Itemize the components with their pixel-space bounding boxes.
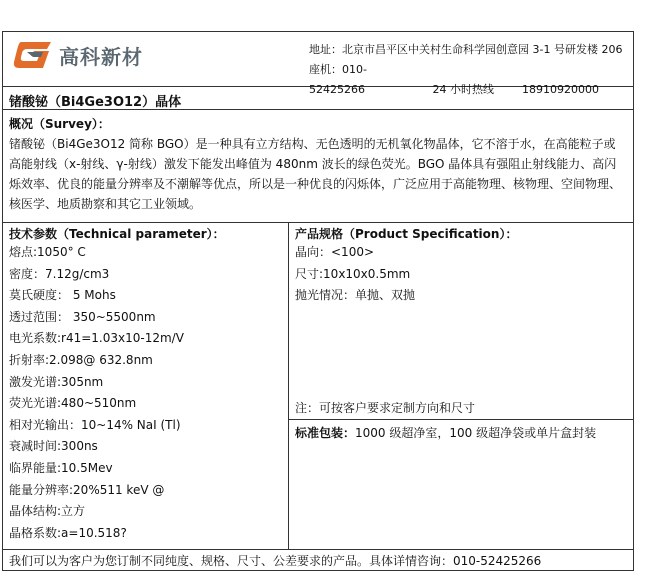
list-item: 熔点:1050° C <box>9 245 86 259</box>
spec-columns <box>3 223 633 550</box>
footer-note: 我们可以为客户为您订制不同纯度、规格、尺寸、公差要求的产品。具体详情咨询：010-52425266 <box>9 554 542 568</box>
survey-heading: 概况（Survey）： <box>9 117 110 131</box>
logo <box>13 40 143 70</box>
list-item: 抛光情况：单抛、双抛 <box>295 288 416 303</box>
list-item: 衰减时间:300ns <box>9 439 98 454</box>
logo-g-icon <box>13 40 53 70</box>
list-item: 尺寸:10x10x0.5mm <box>295 266 411 281</box>
product-sheet <box>2 31 634 571</box>
list-item: 折射率:2.098@ 632.8nm <box>9 352 153 367</box>
list-item: 晶体结构:立方 <box>9 504 86 519</box>
product-list <box>295 242 627 307</box>
product-column <box>289 223 633 549</box>
page-title: 锗酸铋（Bi4Ge3O12）晶体 <box>3 87 633 110</box>
list-item: 透过范围： 350~5500nm <box>9 309 156 324</box>
list-item: 临界能量:10.5Mev <box>9 460 113 475</box>
hotline-number: 18910920000 <box>522 83 599 96</box>
logo-text: 高科新材 <box>59 44 143 69</box>
phone: 座机：010-52425266 <box>309 63 367 96</box>
product-specification <box>289 223 633 420</box>
list-item: 能量分辨率:20%511 keV @ <box>9 482 165 497</box>
technical-list <box>9 242 282 544</box>
list-item: 荧光光谱:480~510nm <box>9 396 137 411</box>
custom-note: 注：可按客户要求定制方向和尺寸 <box>295 401 476 415</box>
survey-section <box>3 110 633 223</box>
technical-heading: 技术参数（Technical parameter）： <box>9 227 225 241</box>
packaging-heading: 标准包装： <box>295 426 356 440</box>
technical-parameters <box>3 223 289 549</box>
list-item: 莫氏硬度： 5 Mohs <box>9 288 116 303</box>
address: 地址：北京市昌平区中关村生命科学园创意园 3-1 号研发楼 206 <box>309 43 623 56</box>
list-item: 相对光输出：10~14% NaI (Tl) <box>9 417 181 432</box>
packaging-text: 1000 级超净室，100 级超净袋或单片盒封装 <box>355 426 597 440</box>
list-item: 密度：7.12g/cm3 <box>9 266 110 281</box>
product-heading: 产品规格（Product Specification）： <box>295 227 518 241</box>
packaging-section <box>289 420 633 549</box>
list-item: 电光系数:r41=1.03x10-12m/V <box>9 331 184 346</box>
list-item: 激发光谱:305nm <box>9 374 104 389</box>
hotline-label: 24 小时热线 <box>432 83 494 96</box>
survey-text: 锗酸铋（Bi4Ge3O12 简称 BGO）是一种具有立方结构、无色透明的无机氧化物晶体，它不溶于水，在高能粒子或高能射线（x-射线、γ-射线）激发下能发出峰值为 480nm 波长的绿色荧光。BGO 晶体具有强阻止射线能力、高闪烁效率、优良的能量分辨率及不潮解等优点，所以是一种优良的闪烁体，广泛应用于高能物理、核物理、空间物理、核医学、地质勘察和其它工业领域。 <box>9 137 622 211</box>
header <box>3 32 633 96</box>
list-item: 晶格系数:a=10.518? <box>9 525 127 540</box>
list-item: 晶向：<100> <box>295 245 375 259</box>
